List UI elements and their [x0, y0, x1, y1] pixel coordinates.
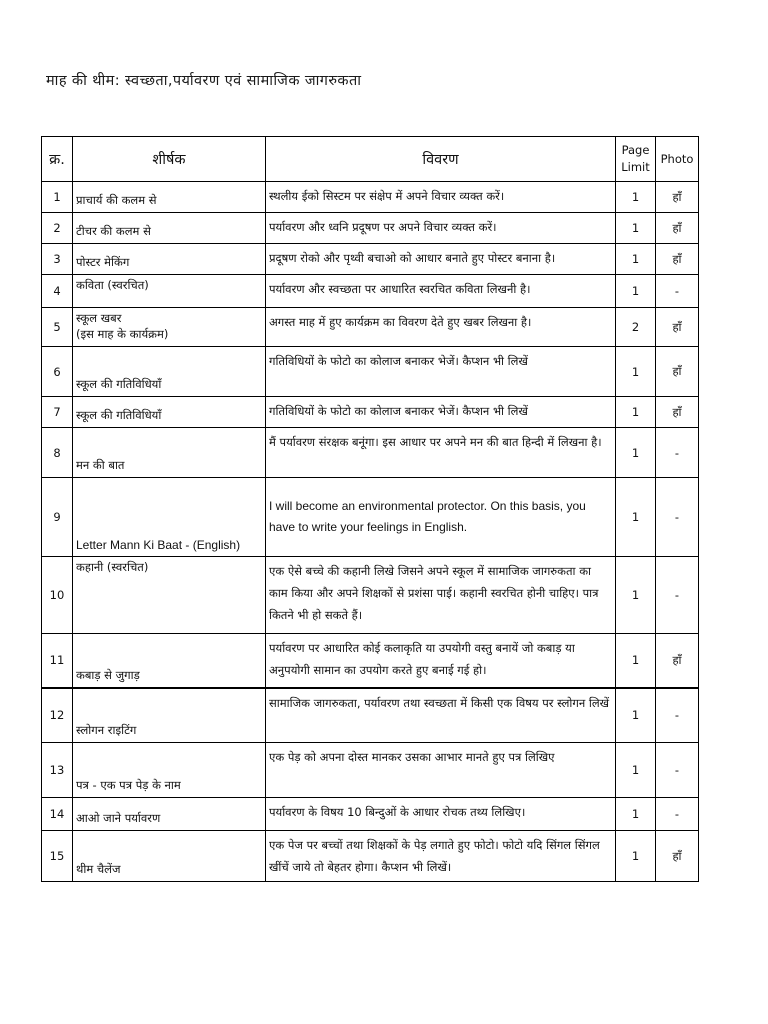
- row-photo: हाँ: [656, 213, 699, 244]
- row-photo: -: [656, 275, 699, 308]
- row-photo: हाँ: [656, 831, 699, 882]
- row-title: आओ जाने पर्यावरण: [73, 798, 266, 831]
- row-description: पर्यावरण और ध्वनि प्रदूषण पर अपने विचार व्यक्त करें।: [266, 213, 616, 244]
- row-description: स्थलीय ईको सिस्टम पर संक्षेप में अपने विचार व्यक्त करें।: [266, 182, 616, 213]
- row-page-limit: 1: [616, 213, 656, 244]
- row-description: सामाजिक जागरुकता, पर्यावरण तथा स्वच्छता में किसी एक विषय पर स्लोगन लिखें: [266, 688, 616, 743]
- row-page-limit: 2: [616, 308, 656, 347]
- row-title: स्कूल की गतिविधियाँ: [73, 397, 266, 428]
- row-serial: 13: [42, 743, 73, 798]
- row-photo: हाँ: [656, 182, 699, 213]
- row-page-limit: 1: [616, 634, 656, 688]
- row-title: टीचर की कलम से: [73, 213, 266, 244]
- row-serial: 10: [42, 557, 73, 634]
- row-page-limit: 1: [616, 798, 656, 831]
- table-row: [42, 478, 699, 557]
- row-photo: -: [656, 557, 699, 634]
- row-photo: हाँ: [656, 634, 699, 688]
- row-page-limit: 1: [616, 557, 656, 634]
- row-photo: हाँ: [656, 347, 699, 397]
- row-page-limit: 1: [616, 428, 656, 478]
- table-row: [42, 275, 699, 308]
- row-page-limit: 1: [616, 275, 656, 308]
- row-description: गतिविधियों के फोटो का कोलाज बनाकर भेजें। कैप्शन भी लिखें: [266, 347, 616, 397]
- row-serial: 15: [42, 831, 73, 882]
- row-page-limit: 1: [616, 244, 656, 275]
- row-page-limit: 1: [616, 688, 656, 743]
- header-description: विवरण: [266, 137, 616, 182]
- row-description: पर्यावरण के विषय 10 बिन्दुओं के आधार रोचक तथ्य लिखिए।: [266, 798, 616, 831]
- table-row: [42, 182, 699, 213]
- row-serial: 9: [42, 478, 73, 557]
- header-photo: Photo: [656, 137, 699, 182]
- page-title: माह की थीम: स्वच्छता,पर्यावरण एवं सामाजिक जागरुकता: [46, 73, 362, 89]
- row-title: Letter Mann Ki Baat - (English): [73, 478, 266, 557]
- row-serial: 6: [42, 347, 73, 397]
- row-title: स्कूल की गतिविधियाँ: [73, 347, 266, 397]
- table-row: [42, 688, 699, 743]
- row-photo: हाँ: [656, 308, 699, 347]
- row-page-limit: 1: [616, 831, 656, 882]
- table-row: [42, 244, 699, 275]
- row-title: पत्र - एक पत्र पेड़ के नाम: [73, 743, 266, 798]
- row-title: कबाड़ से जुगाड़: [73, 634, 266, 688]
- row-photo: -: [656, 688, 699, 743]
- table-row: [42, 213, 699, 244]
- row-serial: 7: [42, 397, 73, 428]
- row-photo: -: [656, 428, 699, 478]
- row-photo: हाँ: [656, 397, 699, 428]
- row-description: गतिविधियों के फोटो का कोलाज बनाकर भेजें। कैप्शन भी लिखें: [266, 397, 616, 428]
- row-description: I will become an environmental protector. On this basis, you have to write your feelings in English.: [266, 478, 616, 557]
- table-header-row: [42, 137, 699, 182]
- row-serial: 11: [42, 634, 73, 688]
- row-photo: -: [656, 798, 699, 831]
- row-serial: 4: [42, 275, 73, 308]
- table-row: [42, 557, 699, 634]
- row-page-limit: 1: [616, 182, 656, 213]
- row-photo: -: [656, 743, 699, 798]
- row-title: थीम चैलेंज: [73, 831, 266, 882]
- activity-table: [41, 136, 699, 882]
- row-serial: 3: [42, 244, 73, 275]
- table-row: [42, 743, 699, 798]
- row-serial: 1: [42, 182, 73, 213]
- row-title: स्लोगन राइटिंग: [73, 688, 266, 743]
- table-row: [42, 308, 699, 347]
- row-description: एक पेज पर बच्चों तथा शिक्षकों के पेड़ लगाते हुए फोटो। फोटो यदि सिंगल सिंगल खींचें जाये तो बेहतर होगा। कैप्शन भी लिखें।: [266, 831, 616, 882]
- row-description: अगस्त माह में हुए कार्यक्रम का विवरण देते हुए खबर लिखना है।: [266, 308, 616, 347]
- row-serial: 12: [42, 688, 73, 743]
- row-serial: 5: [42, 308, 73, 347]
- row-title-line: (इस माह के कार्यक्रम): [76, 326, 169, 341]
- table-row: [42, 347, 699, 397]
- row-title: कविता (स्वरचित): [73, 275, 266, 308]
- row-page-limit: 1: [616, 347, 656, 397]
- row-description: पर्यावरण और स्वच्छता पर आधारित स्वरचित कविता लिखनी है।: [266, 275, 616, 308]
- table-row: [42, 428, 699, 478]
- row-photo: -: [656, 478, 699, 557]
- row-description: मैं पर्यावरण संरक्षक बनूंगा। इस आधार पर अपने मन की बात हिन्दी में लिखना है।: [266, 428, 616, 478]
- table-row: [42, 397, 699, 428]
- row-title: मन की बात: [73, 428, 266, 478]
- table-row: [42, 798, 699, 831]
- table-body: [42, 182, 699, 882]
- row-serial: 2: [42, 213, 73, 244]
- row-title-line: स्कूल खबर: [76, 311, 122, 325]
- row-title: प्राचार्य की कलम से: [73, 182, 266, 213]
- row-title: [73, 308, 266, 347]
- table-row: [42, 831, 699, 882]
- row-description: प्रदूषण रोको और पृथ्वी बचाओ को आधार बनाते हुए पोस्टर बनाना है।: [266, 244, 616, 275]
- row-page-limit: 1: [616, 478, 656, 557]
- row-title: कहानी (स्वरचित): [73, 557, 266, 634]
- row-serial: 8: [42, 428, 73, 478]
- row-description: एक पेड़ को अपना दोस्त मानकर उसका आभार मानते हुए पत्र लिखिए: [266, 743, 616, 798]
- row-title: पोस्टर मेकिंग: [73, 244, 266, 275]
- header-page-limit: Page Limit: [616, 137, 656, 182]
- row-description: पर्यावरण पर आधारित कोई कलाकृति या उपयोगी वस्तु बनायें जो कबाड़ या अनुपयोगी सामान का उपयोग करते हुए बनाई गई हो।: [266, 634, 616, 688]
- row-serial: 14: [42, 798, 73, 831]
- row-page-limit: 1: [616, 743, 656, 798]
- row-photo: हाँ: [656, 244, 699, 275]
- header-serial: क्र.: [42, 137, 73, 182]
- row-page-limit: 1: [616, 397, 656, 428]
- table-row: [42, 634, 699, 688]
- row-description: एक ऐसे बच्चे की कहानी लिखे जिसने अपने स्कूल में सामाजिक जागरुकता का काम किया और अपने शिक्षकों से प्रशंसा पाई। कहानी स्वरचित होनी चाहिए। पात्र कितने भी हो सकते हैं।: [266, 557, 616, 634]
- header-title: शीर्षक: [73, 137, 266, 182]
